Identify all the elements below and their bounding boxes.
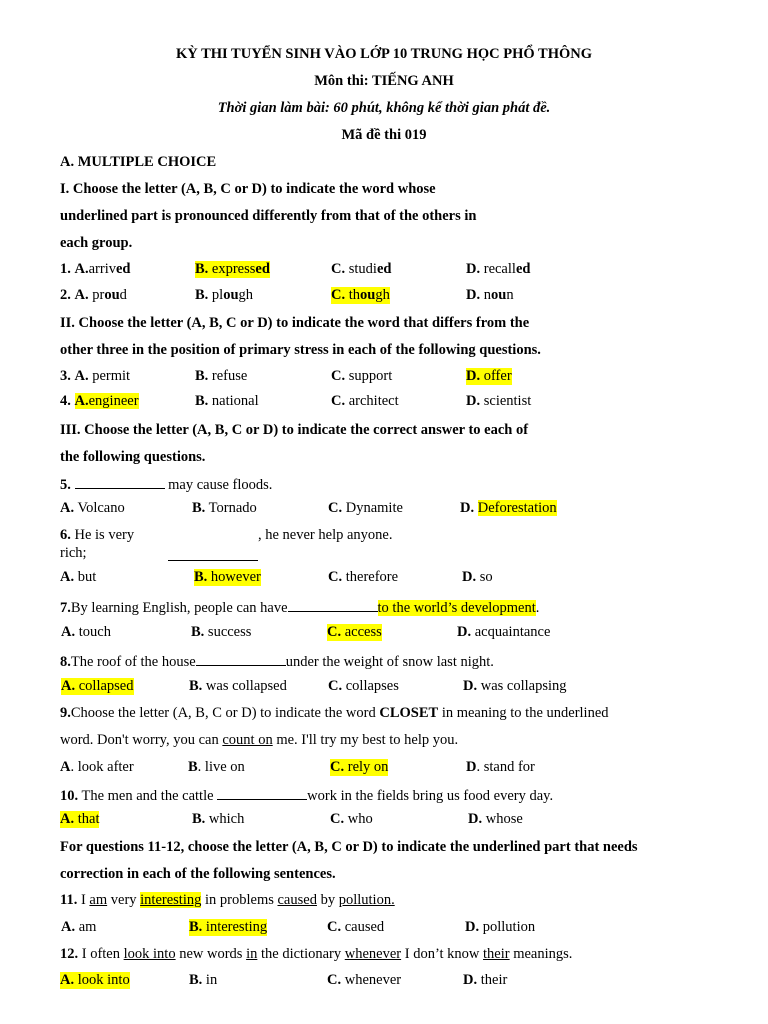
option-b: B. refuse [195,368,248,384]
question-6-options [0,569,768,589]
option-b: B. however [194,569,261,585]
option-a: A. but [60,569,97,585]
part1-instruction: I. Choose the letter (A, B, C or D) to indicate the word whose [60,181,436,197]
option-c: C. Dynamite [328,500,403,516]
question-6-stem: 6. He is very [60,527,135,543]
part3-instruction: the following questions. [60,449,206,465]
question-5-stem: 5. may cause floods. [60,474,272,494]
question-6-stem-wrap: rich; [60,545,87,561]
option-c: C. studied [331,261,392,277]
option-c: C. who [330,811,373,827]
option-b: B. Tornado [192,500,257,516]
option-a: 3. A. permit [60,368,131,384]
part4-instruction: correction in each of the following sentences. [60,866,336,882]
option-a: A. touch [61,624,111,640]
question-1 [0,261,768,281]
exam-time: Thời gian làm bài: 60 phút, không kể thời gian phát đề. [217,100,551,116]
option-d: D. was collapsing [463,678,567,694]
question-4 [0,393,768,413]
part3-instruction: III. Choose the letter (A, B, C or D) to indicate the correct answer to each of [60,422,529,438]
question-8-options [0,678,768,698]
question-9-stem-line2: word. Don't worry, you can count on me. I'll try my best to help you. [60,732,459,748]
option-a: A. look into [60,972,130,988]
answer-blank [217,785,307,800]
option-b: B. plough [195,287,254,303]
option-a: A. look after [60,759,134,775]
option-c: C. collapses [328,678,399,694]
option-c: C. whenever [327,972,402,988]
question-7-stem: 7.By learning English, people can have to the world’s development. [60,597,539,617]
question-5-options [0,500,768,520]
section-heading: A. MULTIPLE CHOICE [60,154,217,170]
option-c: C. though [331,287,390,303]
option-d: D. their [463,972,508,988]
option-d: D. scientist [466,393,532,409]
option-d: D. Deforestation [460,500,557,516]
exam-title: KỲ THI TUYỂN SINH VÀO LỚP 10 TRUNG HỌC PHỔ THÔNG [175,46,592,62]
option-c: C. architect [331,393,399,409]
option-d: D. offer [466,368,512,384]
question-6-stem-end: , he never help anyone. [258,527,393,543]
option-c: C. rely on [330,759,389,775]
option-b: B. interesting [189,919,268,935]
option-b: B. live on [188,759,245,775]
question-10-options [0,811,768,831]
answer-blank [288,597,378,612]
option-b: B. success [191,624,252,640]
option-c: C. caused [327,919,385,935]
option-d: D. recalled [466,261,531,277]
question-2 [0,287,768,307]
option-a: A. collapsed [61,678,134,694]
question-10-stem: 10. The men and the cattle work in the fields bring us food every day. [60,785,553,805]
option-b: B. was collapsed [189,678,287,694]
option-d: D. whose [468,811,523,827]
option-c: C. therefore [328,569,399,585]
question-11-options [0,919,768,939]
option-b: B. national [195,393,259,409]
option-d: D. pollution [465,919,536,935]
part4-instruction: For questions 11-12, choose the letter (A, B, C or D) to indicate the underlined part that needs [60,839,638,855]
option-d: D. noun [466,287,514,303]
option-a: 1. A.arrived [60,261,131,277]
option-d: D. so [462,569,493,585]
question-3 [0,368,768,388]
option-c: C. support [331,368,393,384]
option-d: D. stand for [466,759,535,775]
answer-blank [196,651,286,666]
option-d: D. acquaintance [457,624,551,640]
option-b: B. expressed [195,261,270,277]
exam-code: Mã đề thi 019 [341,127,427,143]
question-8-stem: 8.The roof of the house under the weight of snow last night. [60,651,494,671]
part2-instruction: other three in the position of primary stress in each of the following questions. [60,342,541,358]
option-c: C. access [327,624,382,640]
option-a: A. Volcano [60,500,125,516]
option-a: A. am [61,919,97,935]
part1-instruction: underlined part is pronounced differently from that of the others in [60,208,477,224]
answer-blank [75,474,165,489]
option-b: B. in [189,972,218,988]
option-a: A. that [60,811,100,827]
option-b: B. which [192,811,245,827]
option-a: 4. A.engineer [60,393,139,409]
question-9-stem: 9.Choose the letter (A, B, C or D) to indicate the word CLOSET in meaning to the underlined [60,705,609,721]
exam-subject: Môn thi: TIẾNG ANH [314,73,454,89]
part1-instruction: each group. [60,235,133,251]
option-a: 2. A. proud [60,287,127,303]
question-12-options [0,972,768,992]
answer-blank [168,546,258,561]
part2-instruction: II. Choose the letter (A, B, C or D) to indicate the word that differs from the [60,315,530,331]
question-7-options [0,624,768,644]
question-9-options [0,759,768,779]
question-11-stem: 11. I am very interesting in problems caused by pollution. [60,892,395,908]
question-12-stem: 12. I often look into new words in the dictionary whenever I don’t know their meanings. [60,946,573,962]
